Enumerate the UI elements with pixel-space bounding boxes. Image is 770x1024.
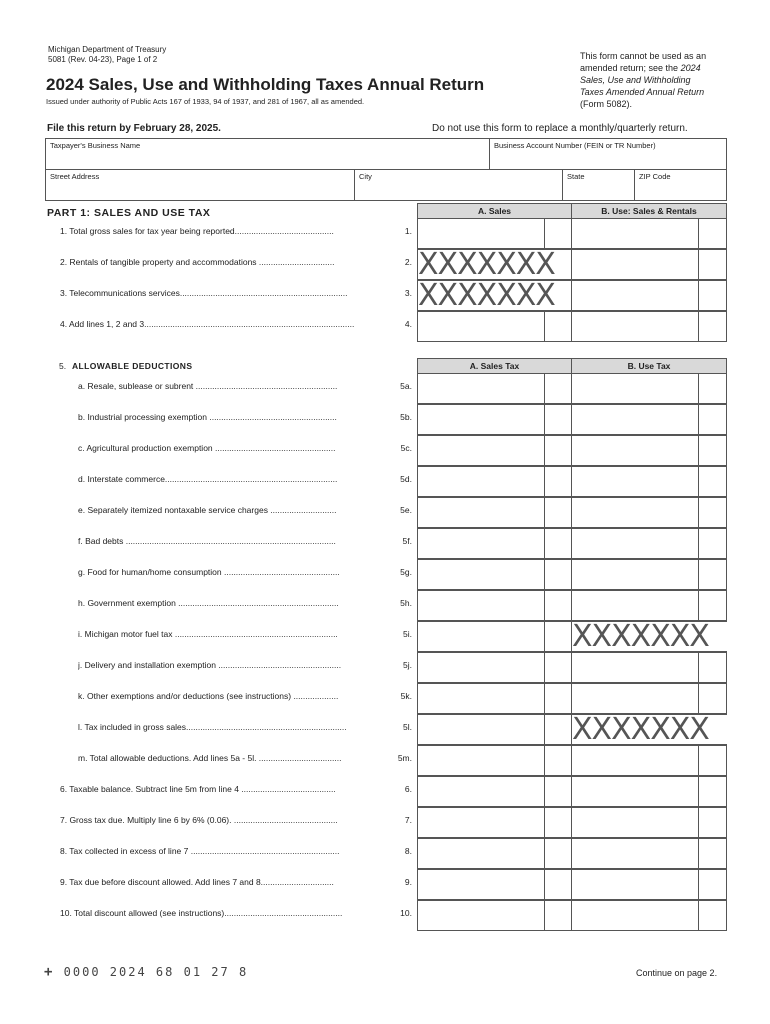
deductions-line-10-col-b-input[interactable]: [571, 683, 699, 714]
deductions-title: ALLOWABLE DEDUCTIONS: [72, 361, 193, 371]
deductions-line-9-num: 5j.: [403, 660, 412, 670]
deductions-prefix: 5.: [59, 361, 67, 371]
deductions-line-11-col-a-cents[interactable]: [544, 714, 572, 745]
deductions-line-12-col-a-cents[interactable]: [544, 745, 572, 776]
part1-line-1-col-b-input[interactable]: [571, 249, 699, 280]
tail-line-4-text: 10. Total discount allowed (see instructions)..................................................: [60, 908, 343, 918]
deductions-line-5-col-a-cents[interactable]: [544, 528, 572, 559]
deductions-line-12-col-b-input[interactable]: [571, 745, 699, 776]
deductions-line-0-col-b-cents[interactable]: [698, 373, 727, 404]
deductions-line-2-num: 5c.: [400, 443, 412, 453]
deductions-line-0-col-a-input[interactable]: [417, 373, 545, 404]
part1-line-1-col-a-blocked: XXXXXXX: [418, 250, 572, 279]
part1-line-0-text: 1. Total gross sales for tax year being reported..........................................: [60, 226, 334, 236]
part1-line-1-text: 2. Rentals of tangible property and accommodations ................................: [60, 257, 335, 267]
part1-line-0-col-b-cents[interactable]: [698, 218, 727, 249]
tail-line-2-col-a-cents[interactable]: [544, 838, 572, 869]
deductions-line-2-text: c. Agricultural production exemption ...................................................: [78, 443, 336, 453]
tail-line-4-col-a-cents[interactable]: [544, 900, 572, 931]
deductions-line-7-col-a-input[interactable]: [417, 590, 545, 621]
tail-line-3-col-a-input[interactable]: [417, 869, 545, 900]
account-number-field[interactable]: [489, 138, 727, 170]
deductions-line-4-col-b-input[interactable]: [571, 497, 699, 528]
city-label: City: [359, 172, 372, 181]
deductions-line-10-col-b-cents[interactable]: [698, 683, 727, 714]
file-by-date: File this return by February 28, 2025.: [47, 123, 221, 134]
deductions-line-7-col-a-cents[interactable]: [544, 590, 572, 621]
deductions-line-5-col-b-input[interactable]: [571, 528, 699, 559]
part1-line-2-text: 3. Telecommunications services.......................................................................: [60, 288, 348, 298]
street-address-field[interactable]: [45, 169, 355, 201]
part1-line-0-col-a-input[interactable]: [417, 218, 545, 249]
deductions-line-7-col-b-cents[interactable]: [698, 590, 727, 621]
part1-line-3-num: 4.: [404, 319, 412, 329]
tail-line-2-num: 8.: [404, 846, 412, 856]
part1-line-2-col-b-cents[interactable]: [698, 280, 727, 311]
deductions-line-3-col-b-input[interactable]: [571, 466, 699, 497]
deductions-line-6-col-b-cents[interactable]: [698, 559, 727, 590]
tail-line-1-text: 7. Gross tax due. Multiply line 6 by 6% (0.06). ............................................: [60, 815, 338, 825]
part1-line-1-num: 2.: [404, 257, 412, 267]
part1-line-3-col-a-cents[interactable]: [544, 311, 572, 342]
deductions-line-1-col-b-cents[interactable]: [698, 404, 727, 435]
part1-line-3-col-b-input[interactable]: [571, 311, 699, 342]
part1-line-3-col-b-cents[interactable]: [698, 311, 727, 342]
part1-line-0-col-b-input[interactable]: [571, 218, 699, 249]
deductions-line-6-col-a-input[interactable]: [417, 559, 545, 590]
tail-line-4-col-b-input[interactable]: [571, 900, 699, 931]
deductions-line-9-col-a-input[interactable]: [417, 652, 545, 683]
deductions-line-4-col-a-input[interactable]: [417, 497, 545, 528]
deductions-line-9-text: j. Delivery and installation exemption ....................................................: [78, 660, 342, 670]
deductions-line-0-num: 5a.: [400, 381, 412, 391]
deductions-line-10-num: 5k.: [400, 691, 412, 701]
account-number-label: Business Account Number (FEIN or TR Number): [494, 141, 656, 150]
deductions-line-4-num: 5e.: [400, 505, 412, 515]
deductions-line-3-num: 5d.: [400, 474, 412, 484]
zip-field[interactable]: [634, 169, 727, 201]
part1-line-1-col-b-cents[interactable]: [698, 249, 727, 280]
deductions-line-5-num: 5f.: [402, 536, 412, 546]
deductions-line-2-col-a-cents[interactable]: [544, 435, 572, 466]
note-line4: (Form 5082).: [580, 99, 633, 109]
tail-line-1-num: 7.: [404, 815, 412, 825]
tail-line-4-col-a-input[interactable]: [417, 900, 545, 931]
deductions-line-0-col-b-input[interactable]: [571, 373, 699, 404]
state-label: State: [567, 172, 585, 181]
deductions-line-9-col-b-input[interactable]: [571, 652, 699, 683]
tail-line-4-num: 10.: [400, 908, 412, 918]
department-block: [48, 45, 166, 65]
deductions-line-11-text: l. Tax included in gross sales....................................................................: [78, 722, 347, 732]
state-field[interactable]: [562, 169, 635, 201]
deductions-line-4-col-a-cents[interactable]: [544, 497, 572, 528]
zip-label: ZIP Code: [639, 172, 671, 181]
tail-line-0-num: 6.: [404, 784, 412, 794]
tail-line-2-text: 8. Tax collected in excess of line 7 ...............................................................: [60, 846, 340, 856]
deductions-line-8-text: i. Michigan motor fuel tax .....................................................................: [78, 629, 338, 639]
form-code: 0000 2024 68 01 27 8: [63, 965, 249, 979]
part1-line-2-num: 3.: [404, 288, 412, 298]
deductions-line-12-text: m. Total allowable deductions. Add lines 5a - 5l. ...................................: [78, 753, 342, 763]
deductions-line-12-col-a-input[interactable]: [417, 745, 545, 776]
deductions-line-6-col-a-cents[interactable]: [544, 559, 572, 590]
business-name-label: Taxpayer's Business Name: [50, 141, 141, 150]
deductions-line-11-num: 5l.: [403, 722, 412, 732]
department-name: Michigan Department of Treasury: [48, 45, 167, 54]
deductions-line-1-col-a-input[interactable]: [417, 404, 545, 435]
deductions-line-6-col-b-input[interactable]: [571, 559, 699, 590]
tail-line-3-col-a-cents[interactable]: [544, 869, 572, 900]
tail-line-1-col-a-input[interactable]: [417, 807, 545, 838]
tail-line-4-col-b-cents[interactable]: [698, 900, 727, 931]
part1-line-2-col-a-blocked: XXXXXXX: [418, 281, 572, 310]
part1-line-3-col-a-input[interactable]: [417, 311, 545, 342]
street-address-label: Street Address: [50, 172, 100, 181]
part1-line-2-col-b-input[interactable]: [571, 280, 699, 311]
deductions-line-11-col-b-blocked: XXXXXXX: [572, 715, 727, 744]
col-a-sales-tax-header: A. Sales Tax: [417, 358, 572, 374]
tail-line-1-col-a-cents[interactable]: [544, 807, 572, 838]
do-not-use-note: Do not use this form to replace a monthly/quarterly return.: [432, 123, 688, 134]
deductions-line-3-text: d. Interstate commerce.........................................................................: [78, 474, 338, 484]
note-italic1: 2024: [680, 63, 701, 73]
deductions-line-8-col-a-cents[interactable]: [544, 621, 572, 652]
deductions-line-3-col-b-cents[interactable]: [698, 466, 727, 497]
deductions-line-0-text: a. Resale, sublease or subrent ............................................................: [78, 381, 338, 391]
note-line2: amended return; see the: [580, 63, 679, 73]
deductions-line-1-num: 5b.: [400, 412, 412, 422]
deductions-line-2-col-b-cents[interactable]: [698, 435, 727, 466]
form-title: 2024 Sales, Use and Withholding Taxes Annual Return: [46, 75, 485, 94]
deductions-line-8-col-a-input[interactable]: [417, 621, 545, 652]
deductions-line-10-col-a-input[interactable]: [417, 683, 545, 714]
tail-line-2-col-b-input[interactable]: [571, 838, 699, 869]
deductions-line-3-col-a-input[interactable]: [417, 466, 545, 497]
deductions-line-5-col-b-cents[interactable]: [698, 528, 727, 559]
deductions-line-10-col-a-cents[interactable]: [544, 683, 572, 714]
deductions-line-9-col-a-cents[interactable]: [544, 652, 572, 683]
tail-line-0-col-b-cents[interactable]: [698, 776, 727, 807]
part1-line-0-num: 1.: [404, 226, 412, 236]
note-italic3: Taxes Amended Annual Return: [580, 87, 705, 97]
deductions-line-2-col-a-input[interactable]: [417, 435, 545, 466]
deductions-line-12-num: 5m.: [397, 753, 412, 763]
tail-line-3-col-b-cents[interactable]: [698, 869, 727, 900]
plus-mark: +: [44, 964, 55, 980]
amended-note: [580, 50, 730, 110]
deductions-line-1-text: b. Industrial processing exemption ......................................................: [78, 412, 337, 422]
issued-authority: Issued under authority of Public Acts 167 of 1933, 94 of 1937, and 281 of 1967, all as amended.: [46, 97, 365, 106]
tail-line-0-text: 6. Taxable balance. Subtract line 5m from line 4 ........................................: [60, 784, 336, 794]
deductions-line-4-col-b-cents[interactable]: [698, 497, 727, 528]
part1-line-0-col-a-cents[interactable]: [544, 218, 572, 249]
deductions-line-9-col-b-cents[interactable]: [698, 652, 727, 683]
tail-line-3-num: 9.: [404, 877, 412, 887]
continue-note: Continue on page 2.: [636, 968, 718, 978]
tail-line-1-col-b-input[interactable]: [571, 807, 699, 838]
deductions-line-5-text: f. Bad debts .........................................................................................: [78, 536, 336, 546]
deductions-line-12-col-b-cents[interactable]: [698, 745, 727, 776]
deductions-line-2-col-b-input[interactable]: [571, 435, 699, 466]
deductions-line-5-col-a-input[interactable]: [417, 528, 545, 559]
tail-line-2-col-b-cents[interactable]: [698, 838, 727, 869]
tail-line-3-text: 9. Tax due before discount allowed. Add lines 7 and 8...............................: [60, 877, 334, 887]
deductions-line-0-col-a-cents[interactable]: [544, 373, 572, 404]
city-field[interactable]: [354, 169, 563, 201]
tail-line-1-col-b-cents[interactable]: [698, 807, 727, 838]
deductions-line-1-col-a-cents[interactable]: [544, 404, 572, 435]
deductions-line-8-num: 5i.: [403, 629, 412, 639]
tail-line-2-col-a-input[interactable]: [417, 838, 545, 869]
deductions-line-3-col-a-cents[interactable]: [544, 466, 572, 497]
tail-line-0-col-a-input[interactable]: [417, 776, 545, 807]
note-line1: This form cannot be used as an: [580, 51, 707, 61]
col-a-sales-header: A. Sales: [417, 203, 572, 219]
deductions-line-10-text: k. Other exemptions and/or deductions (see instructions) ...................: [78, 691, 339, 701]
deductions-line-1-col-b-input[interactable]: [571, 404, 699, 435]
deductions-line-11-col-a-input[interactable]: [417, 714, 545, 745]
tail-line-0-col-b-input[interactable]: [571, 776, 699, 807]
deductions-line-4-text: e. Separately itemized nontaxable service charges ............................: [78, 505, 337, 515]
tail-line-0-col-a-cents[interactable]: [544, 776, 572, 807]
part1-line-3-text: 4. Add lines 1, 2 and 3.........................................................................................: [60, 319, 355, 329]
part1-title: PART 1: SALES AND USE TAX: [47, 207, 211, 219]
form-barcode: [44, 964, 248, 980]
business-name-field[interactable]: [45, 138, 490, 170]
deductions-line-6-num: 5g.: [400, 567, 412, 577]
deductions-line-7-num: 5h.: [400, 598, 412, 608]
deductions-line-6-text: g. Food for human/home consumption .................................................: [78, 567, 340, 577]
deductions-line-7-text: h. Government exemption ....................................................................: [78, 598, 339, 608]
col-b-use-header: B. Use: Sales & Rentals: [571, 203, 727, 219]
tail-line-3-col-b-input[interactable]: [571, 869, 699, 900]
col-b-use-tax-header: B. Use Tax: [571, 358, 727, 374]
deductions-line-8-col-b-blocked: XXXXXXX: [572, 622, 727, 651]
form-id: 5081 (Rev. 04-23), Page 1 of 2: [48, 55, 158, 64]
note-italic2: Sales, Use and Withholding: [580, 75, 691, 85]
deductions-line-7-col-b-input[interactable]: [571, 590, 699, 621]
